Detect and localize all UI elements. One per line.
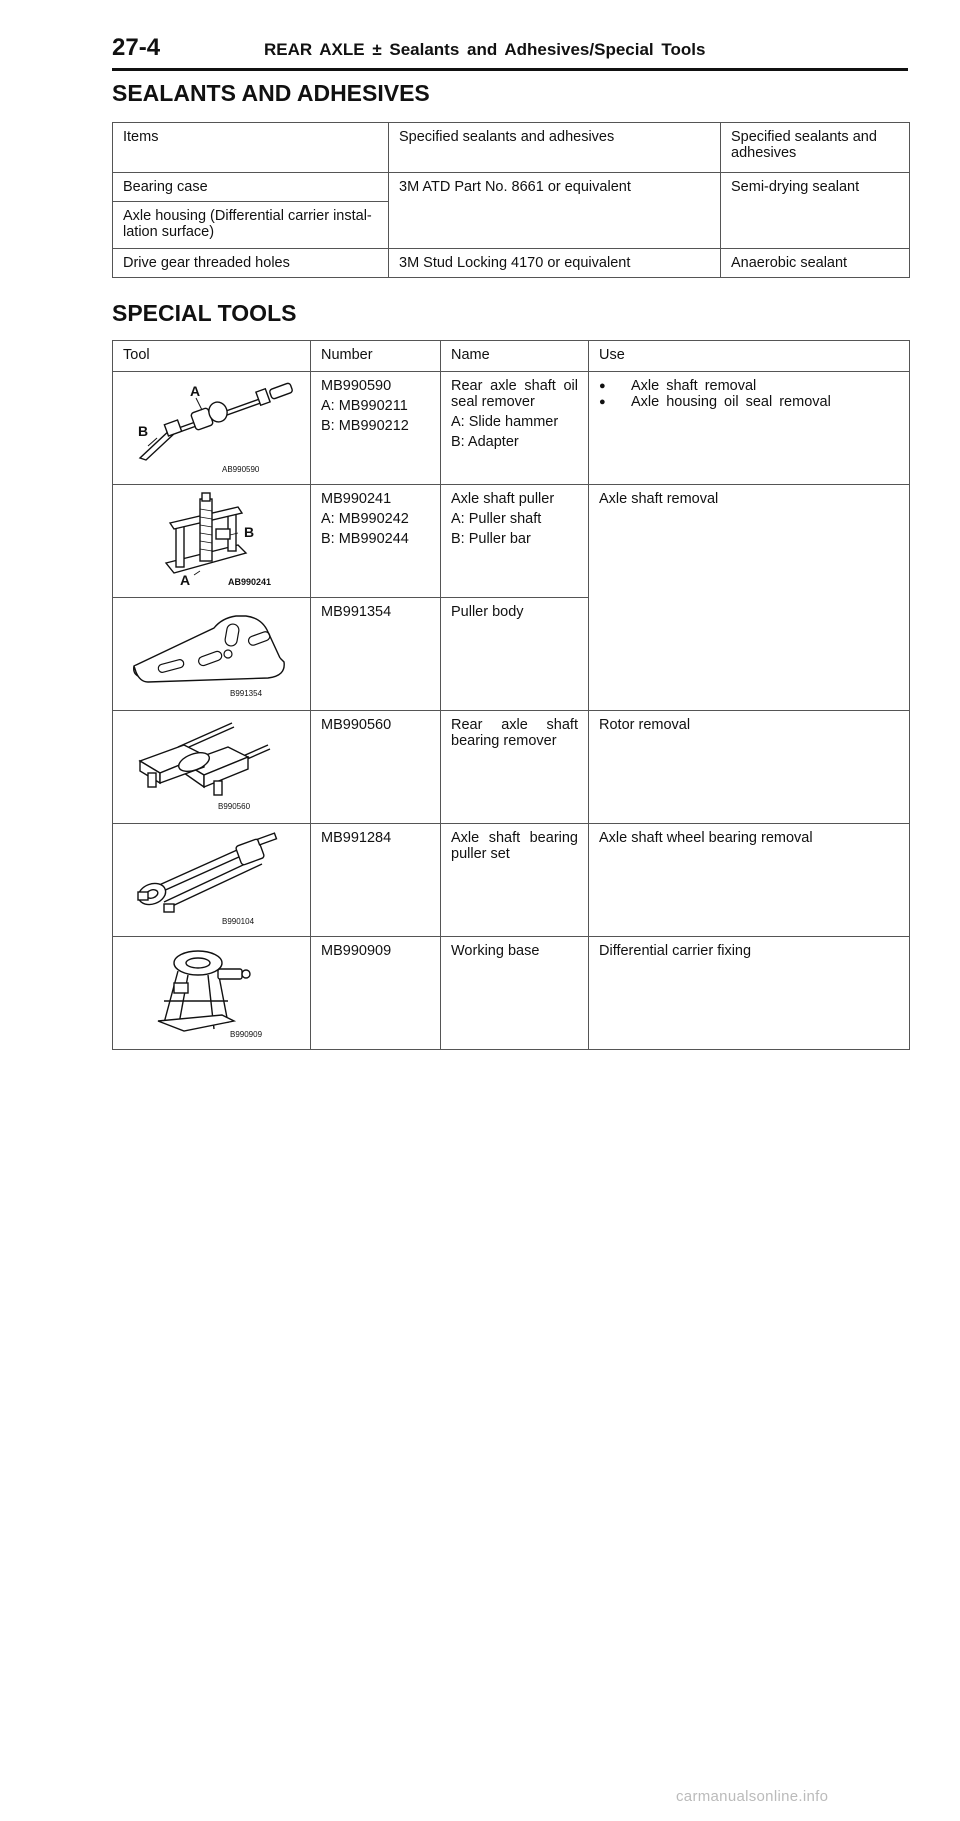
slide-hammer-illustration [118,376,306,476]
bearing-remover-illustration [118,715,306,815]
table-header-row [113,123,910,173]
tool-number-cell [311,485,441,598]
image-code: B991354 [229,689,262,698]
image-code: B990909 [229,1030,262,1039]
part-number: MB991284 [321,830,392,846]
tool-image-cell [113,485,311,598]
table-row [113,937,910,1050]
table-row [113,711,910,824]
callout-b: B [243,524,254,540]
tool-image-cell [113,372,311,485]
tool-name-cell [441,711,589,824]
tool-image-cell [113,824,311,937]
special-tools-table [112,340,910,1050]
table-header-row [113,341,910,372]
table-cell: Axle housing (Differential carrier instal- lation surface) [113,202,389,249]
callout-a: A [189,383,200,399]
tool-name: Rear axle shaft oil seal remover [451,378,578,410]
tool-name: B: Puller bar [451,531,531,547]
column-header: Tool [113,341,311,372]
image-code: B990560 [217,802,250,811]
tool-name-cell [441,937,589,1050]
tool-use-cell [589,372,910,485]
table-row [113,485,910,598]
part-number: MB990241 [321,491,392,507]
page-title: REAR AXLE ± Sealants and Adhesives/Special Tools [264,40,706,59]
table-cell: 3M Stud Locking 4170 or equivalent [389,249,721,278]
table-cell: Semi-drying sealant [721,173,910,249]
part-number: MB990909 [321,943,392,959]
image-code: AB990590 [221,465,259,474]
column-header: Specified sealants and adhesives [389,123,721,173]
part-number: A: MB990242 [321,511,409,527]
table-row [113,173,910,202]
tool-name: Puller body [451,604,524,620]
tool-number-cell [311,937,441,1050]
page-header [112,32,908,71]
callout-b: B [137,423,148,439]
tool-name: A: Puller shaft [451,511,542,527]
callout-a: A [179,572,190,588]
tool-use-cell: Axle shaft wheel bearing removal [589,824,910,937]
tool-name-cell [441,824,589,937]
column-header: Items [113,123,389,173]
puller-body-illustration [118,602,306,702]
watermark: carmanualsonline.info [676,1788,829,1805]
tool-name: A: Slide hammer [451,414,559,430]
tool-image-cell [113,598,311,711]
axle-shaft-puller-illustration [118,489,306,589]
tool-name: B: Adapter [451,434,519,450]
table-cell: Bearing case [113,173,389,202]
part-number: A: MB990211 [321,398,408,414]
tool-number-cell [311,824,441,937]
tool-name-cell [441,598,589,711]
use-list [599,378,899,410]
image-code: B990104 [221,917,254,926]
table-row [113,824,910,937]
tool-use-cell: Rotor removal [589,711,910,824]
part-number: B: MB990244 [321,531,409,547]
column-header: Use [589,341,910,372]
table-cell: 3M ATD Part No. 8661 or equivalent [389,173,721,249]
part-number: MB990560 [321,717,392,733]
column-header: Name [441,341,589,372]
tool-image-cell [113,937,311,1050]
image-code: AB990241 [227,577,271,587]
working-base-illustration [118,941,306,1041]
tool-name-cell [441,372,589,485]
list-item: ● Axle housing oil seal removal [599,394,899,410]
bearing-puller-set-illustration [118,828,306,928]
tool-name: Rear axle shaft bearing remover [451,717,578,749]
part-number: B: MB990212 [321,418,409,434]
table-row [113,372,910,485]
table-cell: Anaerobic sealant [721,249,910,278]
column-header: Number [311,341,441,372]
list-item: ● Axle shaft removal [599,378,899,394]
tool-use-cell: Axle shaft removal [589,485,910,711]
tool-image-cell [113,711,311,824]
sealants-heading: SEALANTS AND ADHESIVES [112,80,430,106]
column-header: Specified sealants and adhesives [721,123,910,173]
tool-name: Axle shaft bearing puller set [451,830,578,862]
tool-name: Working base [451,943,540,959]
page-number: 27-4 [112,34,161,61]
sealants-table [112,122,910,278]
tool-use-cell: Differential carrier fixing [589,937,910,1050]
special-tools-heading: SPECIAL TOOLS [112,300,297,326]
part-number: MB990590 [321,378,392,394]
tool-name-cell [441,485,589,598]
table-row [113,249,910,278]
tool-number-cell [311,711,441,824]
table-cell: Drive gear threaded holes [113,249,389,278]
tool-number-cell [311,598,441,711]
tool-number-cell [311,372,441,485]
part-number: MB991354 [321,604,392,620]
tool-name: Axle shaft puller [451,491,555,507]
